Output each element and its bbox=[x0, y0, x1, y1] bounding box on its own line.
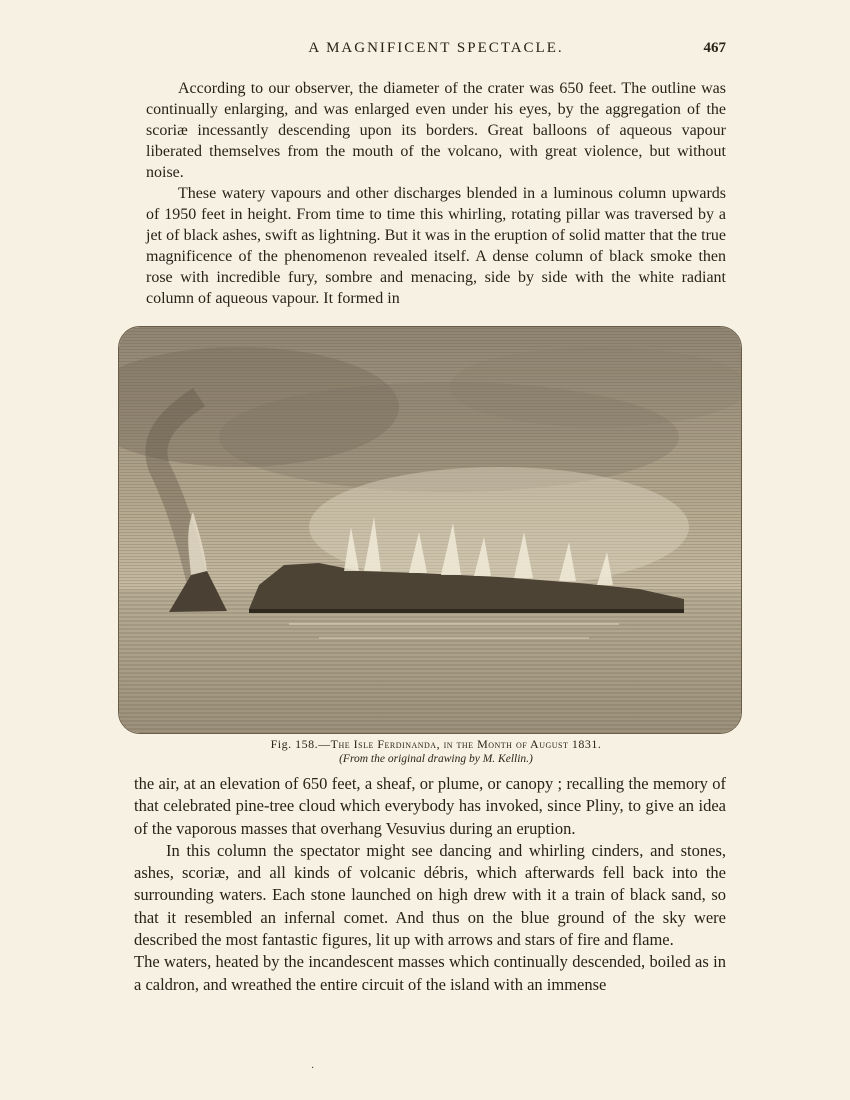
paragraph: In this column the spectator might see dancing and whirling cinders, and stones, ashes, scoriæ, and all kinds of volcanic débris, which afterwards fell back into the surrounding waters. Each stone launched on high drew with it a train of black sand, so that it resembled an infernal comet. And thus on the blue ground of the sky were described the most fantastic figures, lit up with arrows and stars of fire and flame. bbox=[134, 840, 726, 950]
caption-title: The Isle Ferdinanda, in the Month of August 1831. bbox=[330, 737, 602, 751]
paragraph: These watery vapours and other discharges blended in a luminous column upwards of 1950 feet in height. From time to time this whirling, rotating pillar was traversed by a jet of black ashes, swift as lightning. But it was in the eruption of solid matter that the true magnificence of the phenomenon revealed itself. A dense column of black smoke then rose with incredible fury, sombre and menacing, side by side with the white radiant column of aqueous vapour. It formed in bbox=[146, 185, 726, 307]
engraving-isle-ferdinanda bbox=[118, 326, 742, 734]
paragraph: The waters, heated by the incandescent masses which continually descended, boiled as in a caldron, and wreathed the entire circuit of the island with an immense bbox=[134, 952, 726, 994]
running-title: A MAGNIFICENT SPECTACLE. bbox=[308, 40, 564, 56]
caption-number: Fig. 158.— bbox=[270, 737, 331, 751]
paragraph: According to our observer, the diameter of the crater was 650 feet. The outline was continually enlarging, and was enlarged even under his eyes, by the aggregation of the scoriæ incessantly descending upon its borders. Great balloons of aqueous vapour liberated themselves from the mouth of the volcano, with great violence, but without noise. bbox=[146, 80, 726, 181]
page-header bbox=[146, 40, 726, 62]
page-number: 467 bbox=[703, 40, 726, 56]
page-mark: · bbox=[311, 1063, 315, 1074]
caption-title-line bbox=[146, 737, 726, 752]
caption-credit: (From the original drawing by M. Kellin.) bbox=[339, 753, 533, 765]
paragraph: the air, at an elevation of 650 feet, a sheaf, or plume, or canopy ; recalling the memory of that celebrated pine-tree cloud which everybody has invoked, since Pliny, to give an idea of the vaporous masses that overhang Vesuvius during an eruption. bbox=[134, 774, 726, 838]
bottom-text-block bbox=[134, 773, 726, 996]
figure-caption bbox=[146, 737, 726, 767]
top-text-block bbox=[146, 78, 726, 309]
